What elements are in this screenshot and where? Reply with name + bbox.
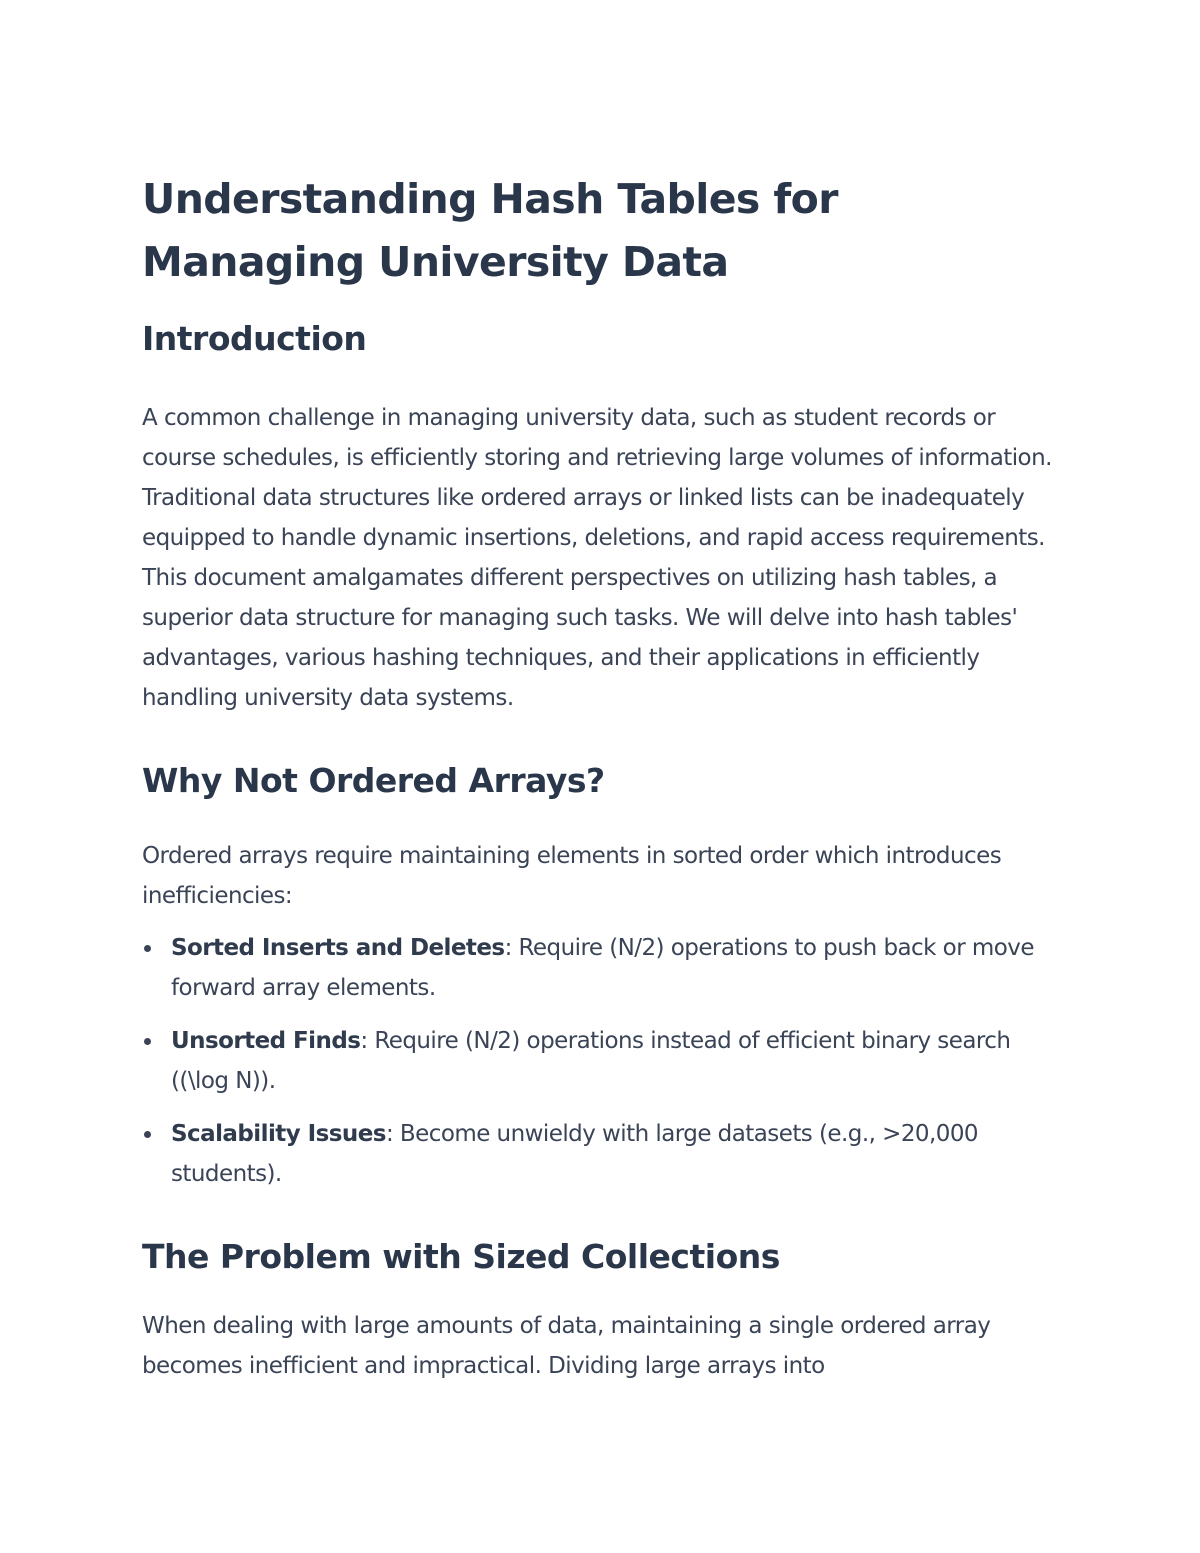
why-not-ordered-arrays-paragraph: Ordered arrays require maintaining elements in sorted order which introduces inefficiencies:: [142, 843, 1002, 909]
list-item-text: : Become unwieldy with large datasets (e.g., >20,000 students).: [171, 1121, 979, 1187]
bullet-icon: [144, 1131, 151, 1138]
introduction-paragraph: A common challenge in managing university data, such as student records or course schedules, is efficiently storing and retrieving large volumes of information. Traditional data structures like ordered arrays or linked lists can be inadequately equipped to handle dynamic insertions, deletions, and rapid access requirements. This document amalgamates different perspectives on utilizing hash tables, a superior data structure for managing such tasks. We will delve into hash tables' advantages, various hashing techniques, and their applications in efficiently handling university data systems.: [142, 405, 1052, 711]
list-item-term: Scalability Issues: [171, 1121, 386, 1147]
bullet-icon: [144, 945, 151, 952]
document-page: [142, 168, 1067, 1386]
list-item-text: : Require (N/2) operations to push back or move forward array elements.: [171, 935, 1034, 1001]
section-heading-why-not-ordered-arrays: Why Not Ordered Arrays?: [142, 761, 605, 800]
document-title: Understanding Hash Tables for Managing University Data: [142, 175, 838, 286]
list-item: [142, 1021, 1067, 1101]
section-heading-sized-collections: The Problem with Sized Collections: [142, 1237, 780, 1276]
list-item-term: Unsorted Finds: [171, 1028, 361, 1054]
sized-collections-paragraph: When dealing with large amounts of data, maintaining a single ordered array becomes inefficient and impractical. Dividing large arrays into: [142, 1313, 991, 1379]
bullet-icon: [144, 1038, 151, 1045]
list-item-text: : Require (N/2) operations instead of efficient binary search ((\log N)).: [171, 1028, 1011, 1094]
section-heading-introduction: Introduction: [142, 319, 367, 358]
list-item-term: Sorted Inserts and Deletes: [171, 935, 505, 961]
list-item: [142, 928, 1067, 1008]
inefficiencies-list: [142, 928, 1067, 1194]
list-item: [142, 1114, 1067, 1194]
